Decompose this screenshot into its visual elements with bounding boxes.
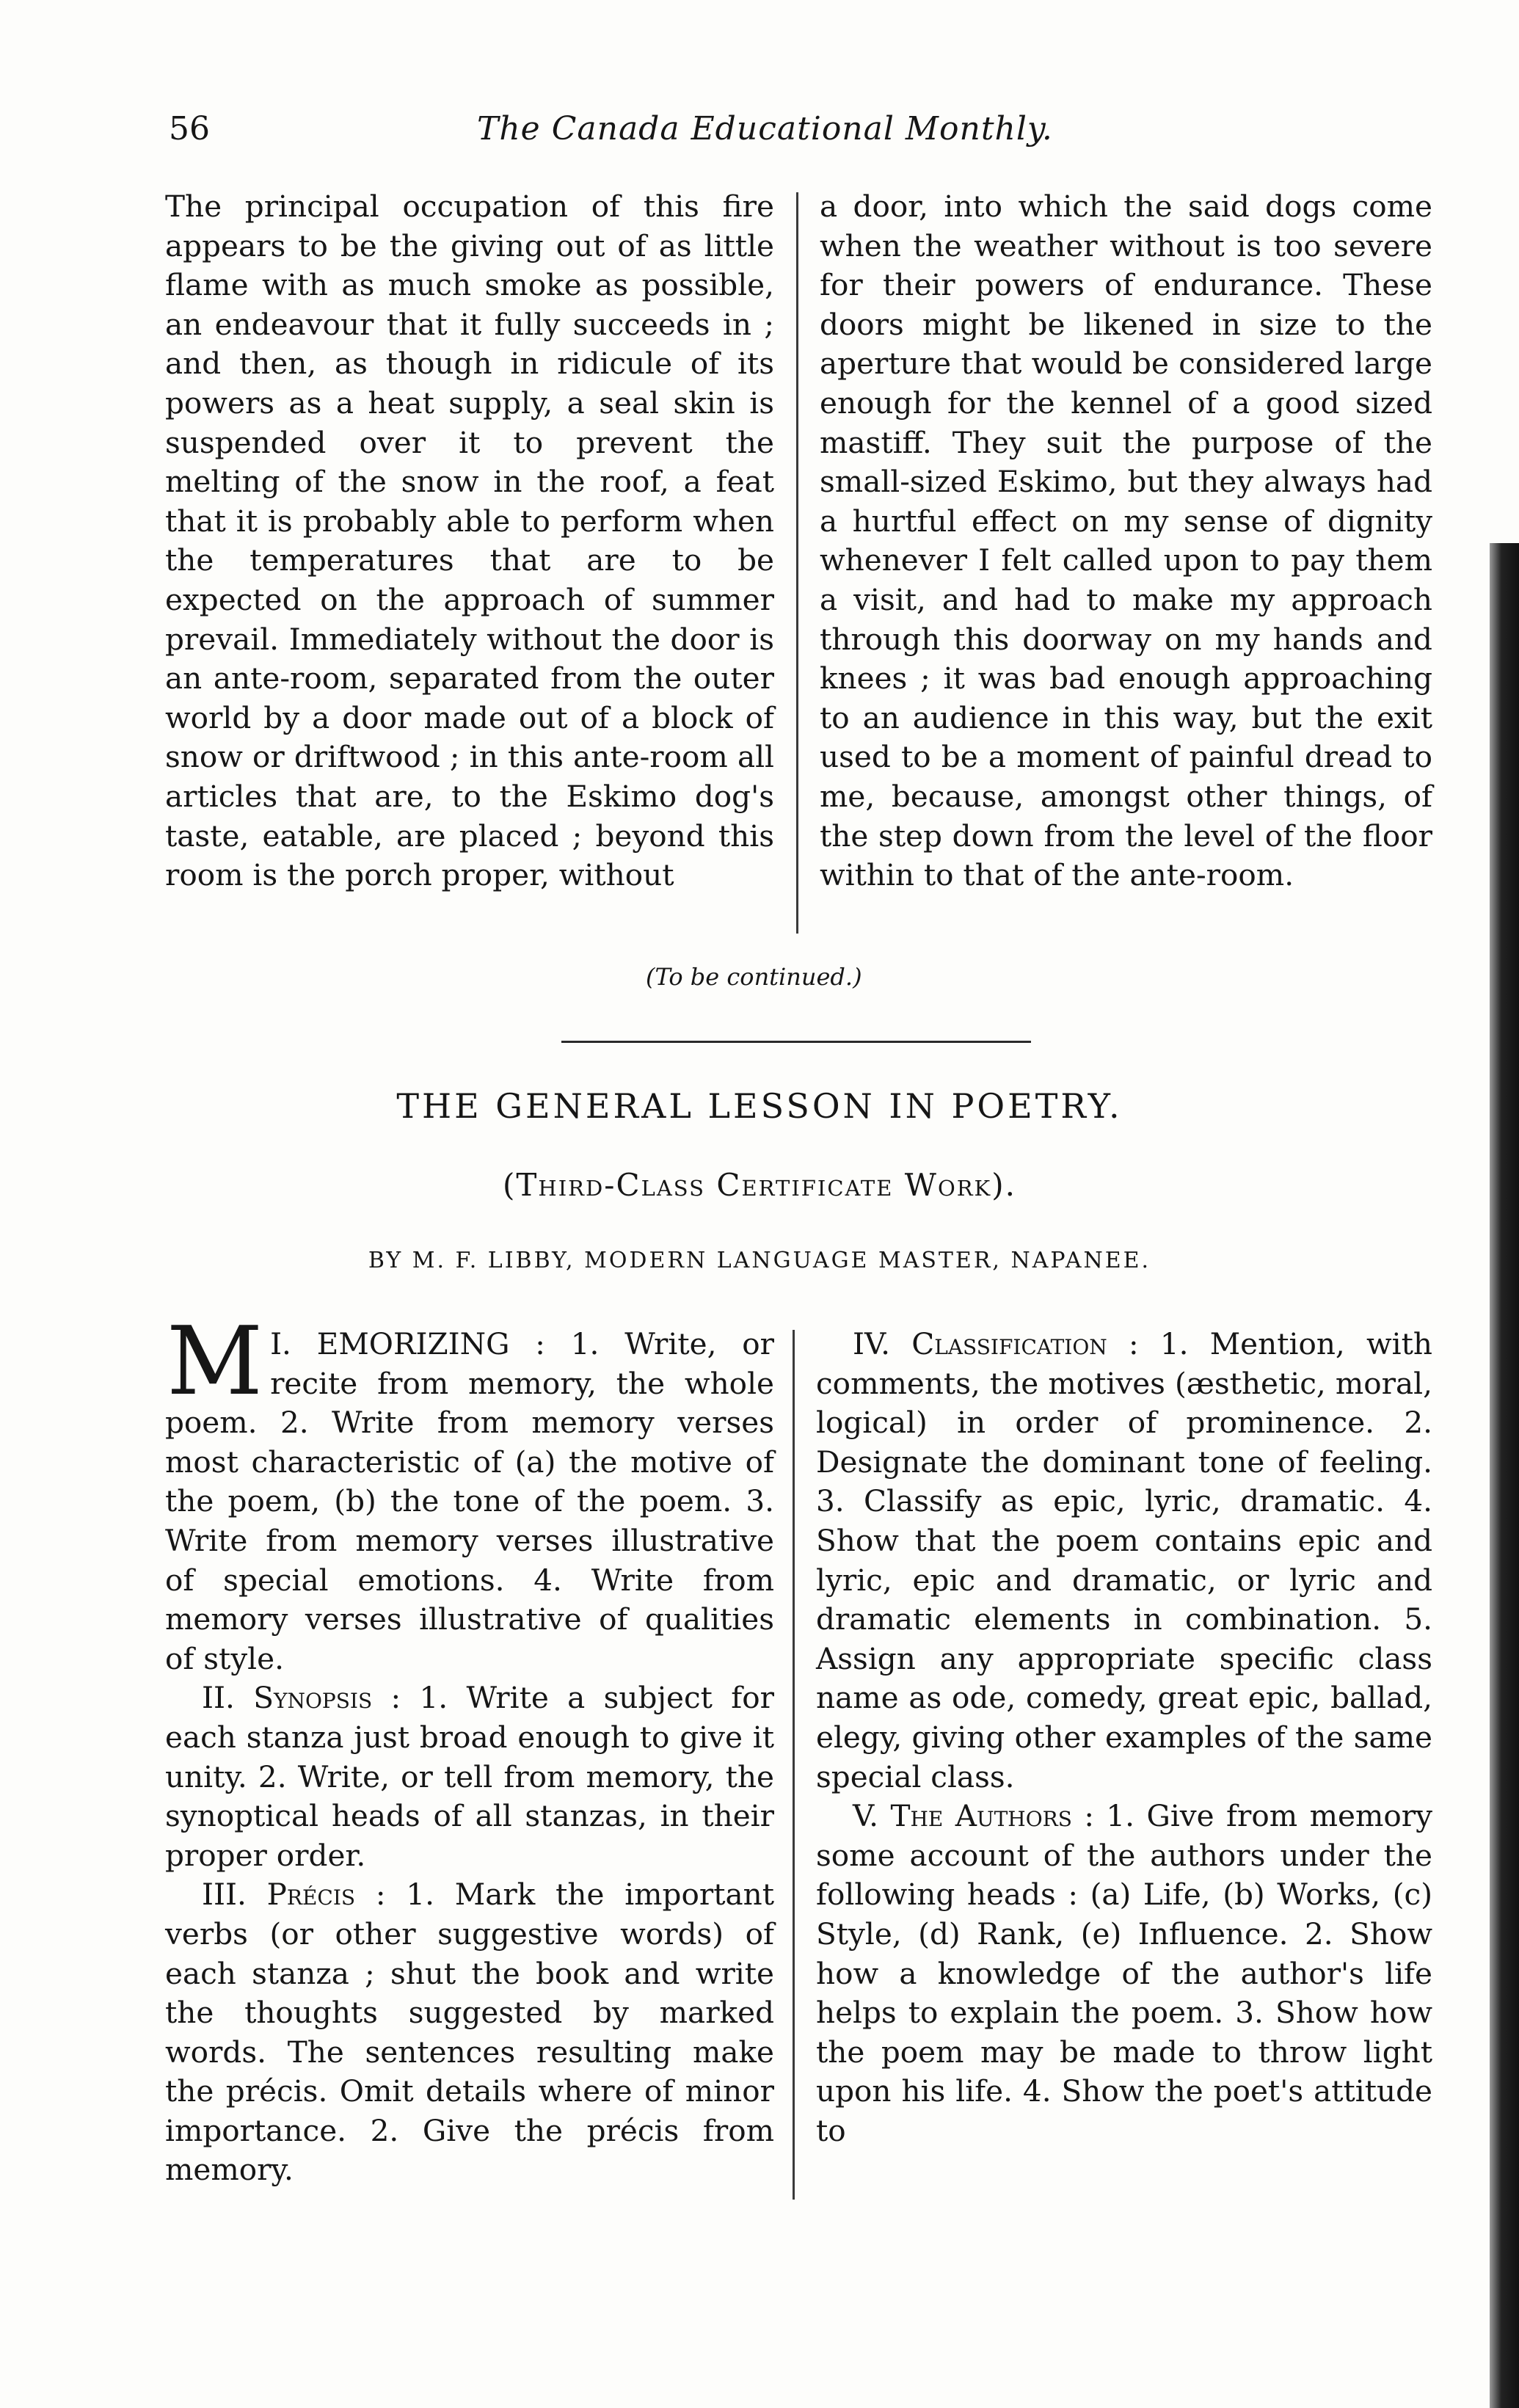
section-heading: III. Précis : [202,1877,386,1913]
section-heading: II. Synopsis : [202,1680,401,1716]
article2-right-column [816,1325,1432,2150]
article-title: THE GENERAL LESSON IN POETRY. [396,1086,1123,1126]
article-subtitle-text: (Third-Class Certificate Work). [503,1167,1016,1203]
article2-left-column [165,1307,775,2190]
column-rule-bottom [793,1330,795,2200]
article1-left-column [165,187,774,895]
section-text: 1. Write, or recite from memory, the whole poem. 2. Write from memory verses most characteristic of (a) the motive of the poem, (b) the tone of the poem. 3. Write from memory verses illustrative of special emotions. 4. Write from memory verses illustrative of qualities of style. [165,1326,775,1676]
section-text: 1. Give from memory some account of the authors under the following heads : (a) Life, (b) Works, (c) Style, (d) Rank, (e) Influence. 2. Show how a knowledge of the author's life helps to explain the poem. 3. Show how the poem may be made to throw light upon his life. 4. Show the poet's attitude to [816,1798,1432,2148]
section-heading: IV. Classification : [853,1326,1139,1361]
article-byline: BY M. F. LIBBY, MODERN LANGUAGE MASTER, NAPANEE. [368,1248,1151,1273]
article1-right-text: a door, into which the said dogs come when the weather without is too severe for their powers of endurance. These doors might be likened in size to the aperture that would be considered large enough for the kennel of a good sized mastiff. They suit the purpose of the small-sized Eskimo, but they always had a hurtful effect on my sense of dignity whenever I felt called upon to pay them a visit, and had to make my approach through this doorway on my hands and knees ; it was bad enough approaching to an audience in this way, but the exit used to be a moment of painful dread to me, because, amongst other things, of the step down from the level of the floor within to that of the ante-room. [820,189,1432,893]
section-divider [561,1041,1031,1043]
article1-left-text: The principal occupation of this fire appears to be the giving out of as little flame with as much smoke as possible, an endeavour that it fully succeeds in ; and then, as though in ridicule of its powers as a heat supply, a seal skin is suspended over it to prevent the melting of the snow in the roof, a feat that it is probably able to perform when the temperatures that are to be expected on the approach of summer prevail. Immediately without the door is an ante-room, separated from the outer world by a door made out of a block of snow or driftwood ; in this ante-room all articles that are, to the Eskimo dog's taste, eatable, are placed ; beyond this room is the porch proper, without [165,189,774,893]
section-authors [816,1797,1432,2150]
drop-cap: M [167,1307,263,1416]
section-text: 1. Write a subject for each stanza just broad enough to give it unity. 2. Write, or tell from memory, the synoptical heads of all stanzas, in their proper order. [165,1680,774,1873]
running-title: The Canada Educational Monthly. [477,110,1053,148]
continued-note: (To be continued.) [646,963,862,991]
section-text: 1. Mark the important verbs (or other suggestive words) of each stanza ; shut the book and write the thoughts suggested by marked words. The sentences resulting make the précis. Omit details where of minor importance. 2. Give the précis from memory. [165,1877,775,2188]
page-header [169,110,1196,161]
section-numeral: I. [270,1326,291,1361]
section-memorizing [165,1307,775,1678]
section-text: 1. Mention, with comments, the motives (æsthetic, moral, logical) in order of prominence. 2. Designate the dominant tone of feeling. 3. Classify as epic, lyric, dramatic. 4. Show that the poem contains epic and lyric, epic and dramatic, or lyric and dramatic elements in combination. 5. Assign any appropriate specific class name as ode, comedy, great epic, ballad, elegy, giving other examples of the same special class. [816,1326,1432,1794]
page-number: 56 [169,110,210,148]
section-precis [165,1875,774,2190]
article-subtitle [0,1167,1519,1203]
page-edge-shadow [1490,543,1519,2408]
article1-right-column [820,187,1432,895]
section-heading: EMORIZING : [316,1326,545,1361]
column-rule-top [796,192,798,934]
section-classification [816,1325,1432,1797]
section-synopsis [165,1678,774,1875]
section-heading: V. The Authors : [853,1798,1094,1834]
